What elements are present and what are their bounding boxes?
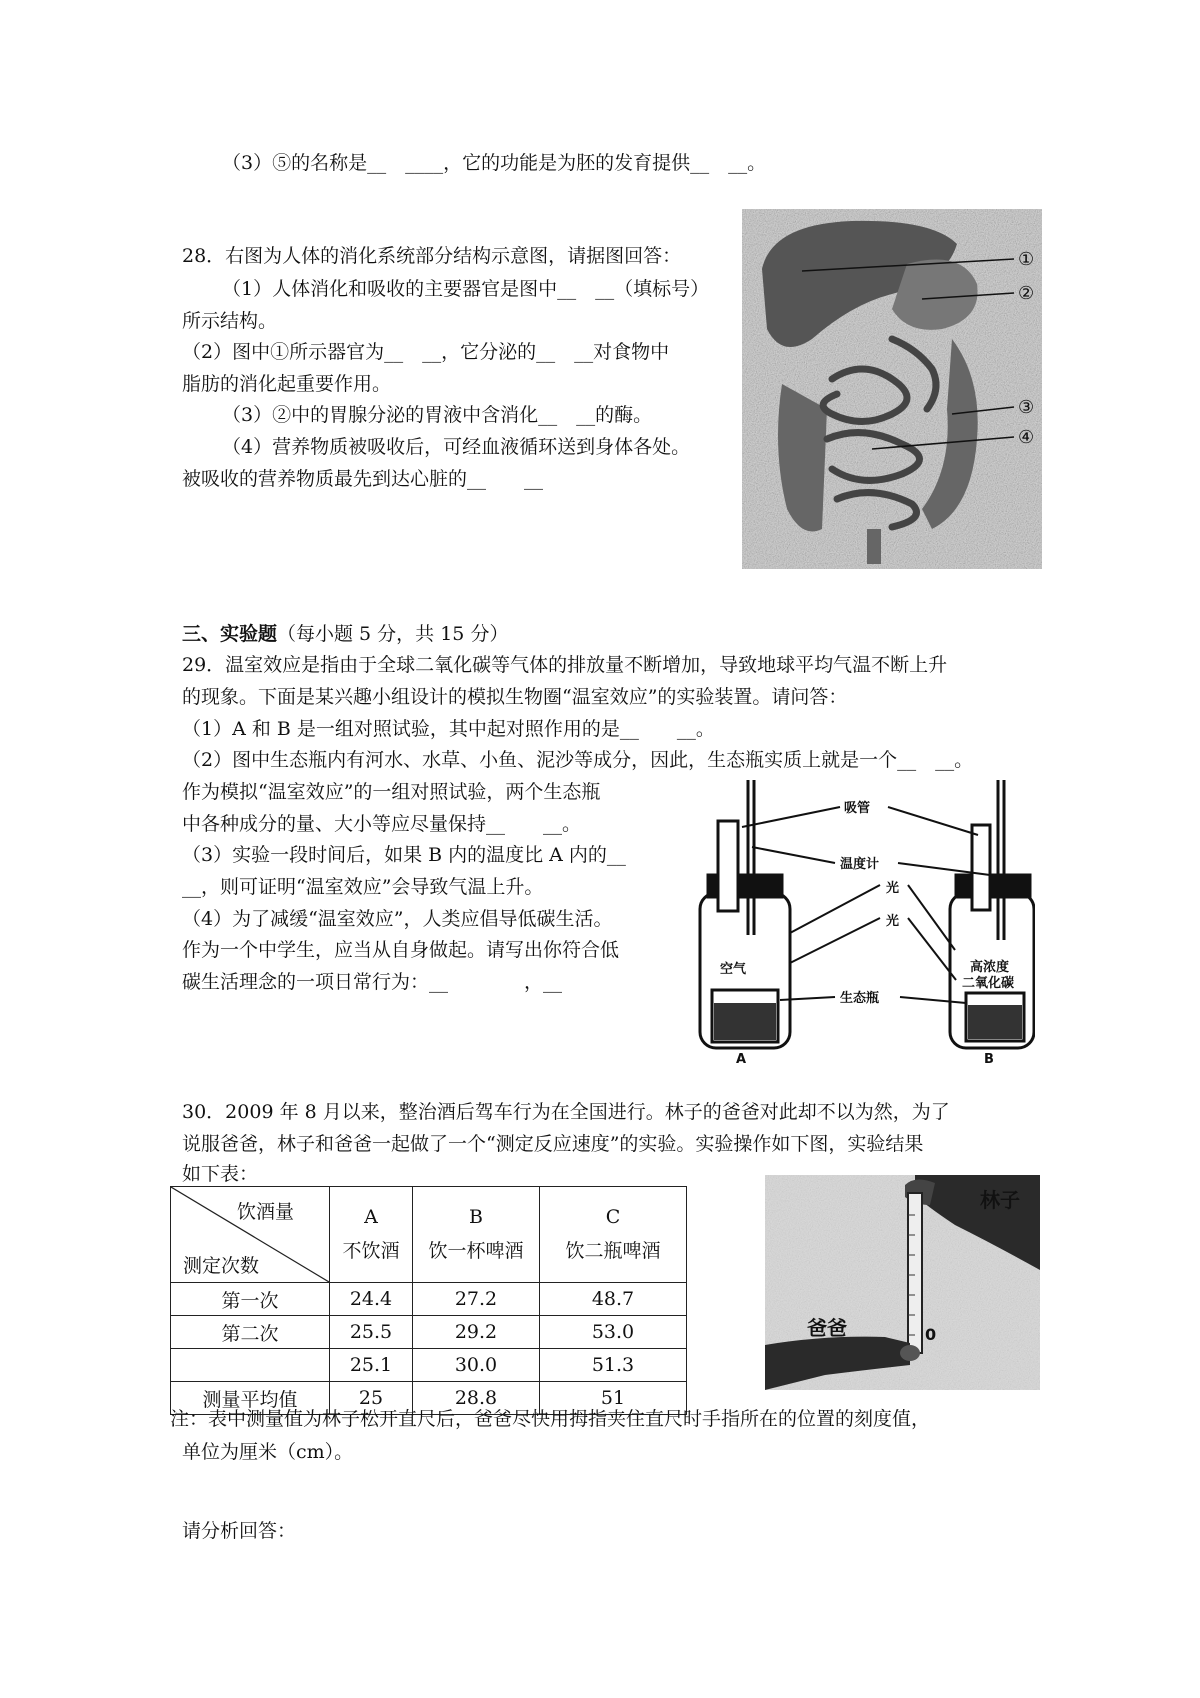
reaction-test-table	[170, 1186, 687, 1415]
table-cell: 48.7	[540, 1283, 687, 1316]
label-bottle-b: B	[984, 1052, 994, 1065]
organ-label-3: ③	[1018, 397, 1035, 418]
q29-line4: （2）图中生态瓶内有河水、水草、小鱼、泥沙等成分，因此，生态瓶实质上就是一个__ __。	[182, 749, 974, 771]
q30-ask: 请分析回答：	[182, 1520, 297, 1542]
q29-line5: 作为模拟“温室效应”的一组对照试验，两个生态瓶	[182, 781, 601, 803]
corner-bottom-label: 测定次数	[183, 1255, 260, 1277]
q28-part4a: （4）营养物质被吸收后，可经血液循环送到身体各处。	[222, 436, 691, 458]
row-label: 测量平均值	[171, 1382, 330, 1415]
photo-label-zero: 0	[925, 1325, 937, 1344]
table-cell: 51	[540, 1382, 687, 1415]
label-bottle-a: A	[736, 1052, 747, 1065]
table-cell: 24.4	[330, 1283, 413, 1316]
q30-note-line1: 注：表中测量值为林子松开直尺后，爸爸尽快用拇指夹住直尺时手指所在的位置的刻度值，	[170, 1408, 931, 1430]
label-light-1: 光	[886, 881, 900, 896]
table-cell: 51.3	[540, 1349, 687, 1382]
label-co2-line1: 高浓度	[970, 960, 1010, 975]
q30-line1: 30．2009 年 8 月以来，整治酒后驾车行为在全国进行。林子的爸爸对此却不以为然，为了	[182, 1101, 950, 1123]
label-air: 空气	[720, 962, 747, 977]
table-col-header	[540, 1187, 687, 1283]
label-eco-bottle: 生态瓶	[840, 991, 880, 1006]
photo-label-linzi: 林子	[980, 1188, 1020, 1212]
q28-part1a: （1）人体消化和吸收的主要器官是图中__ __（填标号）	[222, 278, 710, 300]
col-label: 饮一杯啤酒	[428, 1240, 524, 1262]
table-col-header	[413, 1187, 540, 1283]
table-col-header	[330, 1187, 413, 1283]
q29-line9: （4）为了减缓“温室效应”，人类应倡导低碳生活。	[182, 908, 613, 930]
col-letter: B	[469, 1206, 483, 1228]
organ-label-1: ①	[1018, 249, 1035, 270]
table-cell: 53.0	[540, 1316, 687, 1349]
table-corner-cell	[171, 1187, 330, 1283]
table-row	[171, 1316, 687, 1349]
q29-line11: 碳生活理念的一项日常行为：__ ，__	[182, 971, 563, 993]
organ-label-2: ②	[1018, 283, 1035, 304]
col-letter: C	[605, 1206, 621, 1228]
row-label: 第二次	[171, 1316, 330, 1349]
q27-line3: （3）⑤的名称是__ ____，它的功能是为胚的发育提供__ __。	[222, 152, 767, 174]
q29-line1: 29．温室效应是指由于全球二氧化碳等气体的排放量不断增加，导致地球平均气温不断上升	[182, 654, 948, 676]
q28-part3: （3）②中的胃腺分泌的胃液中含消化__ __的酶。	[222, 404, 653, 426]
greenhouse-experiment-figure	[690, 775, 1035, 1065]
table-cell: 27.2	[413, 1283, 540, 1316]
q28-part2b: 脂肪的消化起重要作用。	[182, 373, 392, 395]
digestive-system-figure	[742, 209, 1042, 569]
q29-line8: __，则可证明“温室效应”会导致气温上升。	[182, 876, 544, 898]
table-cell: 28.8	[413, 1382, 540, 1415]
q28-stem: 28．右图为人体的消化系统部分结构示意图，请据图回答：	[182, 245, 682, 267]
corner-top-label: 饮酒量	[237, 1201, 295, 1223]
table-cell: 25.5	[330, 1316, 413, 1349]
table-row	[171, 1283, 687, 1316]
q29-line6: 中各种成分的量、大小等应尽量保持__ __。	[182, 813, 582, 835]
q29-line10: 作为一个中学生，应当从自身做起。请写出你符合低	[182, 939, 620, 961]
q29-line3: （1）A 和 B 是一组对照试验，其中起对照作用的是__ __。	[182, 718, 715, 740]
label-co2-line2: 二氧化碳	[962, 976, 1015, 991]
section-3-title: 三、实验题	[182, 623, 278, 645]
section-3-header	[182, 625, 508, 644]
q28-part4b: 被吸收的营养物质最先到达心脏的__ __	[182, 468, 544, 490]
q30-line2: 说服爸爸，林子和爸爸一起做了一个“测定反应速度”的实验。实验操作如下图，实验结果	[182, 1133, 924, 1155]
photo-label-baba: 爸爸	[807, 1316, 847, 1340]
row-label: 第一次	[171, 1283, 330, 1316]
q28-part1b: 所示结构。	[182, 310, 278, 332]
label-tube: 吸管	[844, 801, 871, 816]
table-row	[171, 1349, 687, 1382]
table-cell: 29.2	[413, 1316, 540, 1349]
table-cell: 25.1	[330, 1349, 413, 1382]
q30-line3: 如下表：	[182, 1163, 259, 1185]
col-letter: A	[364, 1206, 378, 1228]
table-cell: 25	[330, 1382, 413, 1415]
col-label: 不饮酒	[342, 1240, 400, 1262]
q30-note-line2: 单位为厘米（cm）。	[182, 1441, 354, 1463]
section-3-note: （每小题 5 分，共 15 分）	[277, 623, 509, 645]
ruler-test-photo	[765, 1175, 1040, 1390]
row-label	[171, 1349, 330, 1382]
table-cell: 30.0	[413, 1349, 540, 1382]
organ-label-4: ④	[1018, 427, 1035, 448]
q29-line7: （3）实验一段时间后，如果 B 内的温度比 A 内的__	[182, 844, 626, 866]
col-label: 饮二瓶啤酒	[565, 1240, 661, 1262]
q29-line2: 的现象。下面是某兴趣小组设计的模拟生物圈“温室效应”的实验装置。请问答：	[182, 686, 848, 708]
label-light-2: 光	[886, 914, 900, 929]
label-thermometer: 温度计	[840, 857, 880, 872]
q28-part2a: （2）图中①所示器官为__ __，它分泌的__ __对食物中	[182, 341, 670, 363]
